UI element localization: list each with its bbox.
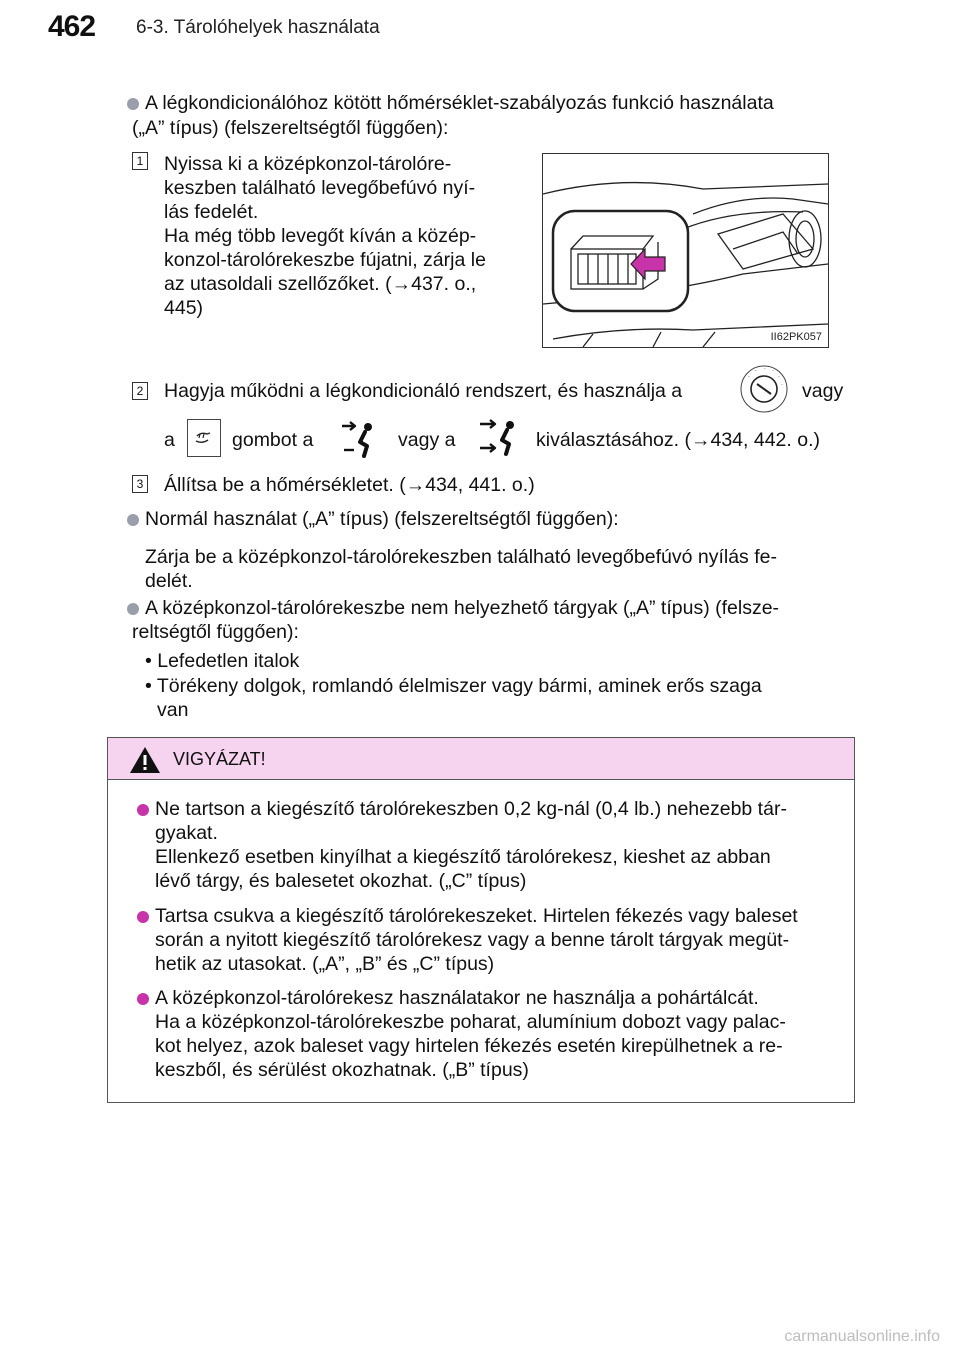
recirculation-button-icon xyxy=(187,419,221,457)
figure-label: II62PK057 xyxy=(770,331,822,343)
step-2-text-e: vagy a xyxy=(398,429,456,451)
step-2-text-f: kiválasztásához. (→434, 442. o.) xyxy=(536,429,820,451)
step-number-2: 2 xyxy=(132,382,148,400)
list-item-continuation: van xyxy=(157,699,189,721)
vent-illustration xyxy=(542,153,829,348)
warning-3-line-3: kot helyez, azok baleset vagy hirtelen fékezés esetén kirepülhetnek a re- xyxy=(155,1035,783,1057)
svg-text:·: · xyxy=(748,374,750,381)
svg-text:·: · xyxy=(755,368,757,375)
svg-text:·: · xyxy=(778,374,780,381)
warning-3-line-4: keszből, és sérülést okozhatnak. („B” típus) xyxy=(155,1059,529,1081)
step-1-line-1: Nyissa ki a középkonzol-tárolóre- xyxy=(164,153,452,175)
step-2-text-d: gombot a xyxy=(232,429,314,451)
normal-use-line-1: Zárja be a középkonzol-tárolórekeszben található levegőbefúvó nyílás fe- xyxy=(145,546,777,568)
svg-text:·: · xyxy=(772,368,774,375)
warning-triangle-icon xyxy=(128,745,162,775)
fan-dial-icon xyxy=(739,364,789,414)
bullet-dot xyxy=(137,911,149,923)
vent-drawing xyxy=(543,154,828,347)
svg-text:·: · xyxy=(781,382,783,389)
not-allowed-line-2: reltségtől függően): xyxy=(132,621,299,643)
normal-use-title: Normál használat („A” típus) (felszereltségtől függően): xyxy=(145,508,619,530)
list-item: • Törékeny dolgok, romlandó élelmiszer vagy bármi, aminek erős szaga xyxy=(145,675,762,697)
step-1-line-5: konzol-tárolórekeszbe fújatni, zárja le xyxy=(164,249,486,271)
bullet-dot xyxy=(137,804,149,816)
warning-2-line-1: Tartsa csukva a kiegészítő tárolórekeszeket. Hirtelen fékezés vagy baleset xyxy=(155,905,798,927)
warning-1-line-1: Ne tartson a kiegészítő tárolórekeszben 0,2 kg-nál (0,4 lb.) nehezebb tár- xyxy=(155,798,787,820)
airflow-bilevel-icon xyxy=(478,416,522,458)
step-number-3: 3 xyxy=(132,475,148,493)
warning-2-line-2: során a nyitott kiegészítő tárolórekesz vagy a benne tárolt tárgyak megüt- xyxy=(155,929,790,951)
step-3-text: Állítsa be a hőmérsékletet. (→434, 441. o.) xyxy=(164,474,535,496)
step-2-text-a: Hagyja működni a légkondicionáló rendszert, és használja a xyxy=(164,380,683,402)
step-1-line-6: az utasoldali szellőzőket. (→437. o., xyxy=(164,273,477,295)
section-title: 6-3. Tárolóhelyek használata xyxy=(136,17,380,38)
intro-line-1: A légkondicionálóhoz kötött hőmérséklet-szabályozás funkció használata xyxy=(145,92,774,114)
warning-1-line-2: gyakat. xyxy=(155,822,218,844)
bullet-dot xyxy=(137,993,149,1005)
bullet-dot xyxy=(127,98,139,110)
step-number-1: 1 xyxy=(132,152,148,170)
not-allowed-line-1: A középkonzol-tárolórekeszbe nem helyezhető tárgyak („A” típus) (felsze- xyxy=(145,597,780,619)
footer-watermark: carmanualsonline.info xyxy=(784,1328,940,1345)
bullet-dot xyxy=(127,514,139,526)
warning-title: VIGYÁZAT! xyxy=(173,749,266,769)
intro-line-2: („A” típus) (felszereltségtől függően): xyxy=(132,117,449,139)
step-2-text-b: vagy xyxy=(802,380,844,402)
list-item: • Lefedetlen italok xyxy=(145,650,300,672)
warning-1-line-3: Ellenkező esetben kinyílhat a kiegészítő tárolórekesz, kieshet az abban xyxy=(155,846,771,868)
warning-2-line-3: hetik az utasokat. („A”, „B” és „C” típus) xyxy=(155,953,495,975)
step-1-line-7: 445) xyxy=(164,297,204,319)
airflow-face-icon xyxy=(340,418,380,458)
warning-3-line-2: Ha a középkonzol-tárolórekeszbe poharat, alumínium dobozt vagy palac- xyxy=(155,1011,786,1033)
warning-3-line-1: A középkonzol-tárolórekesz használatakor ne használja a pohártálcát. xyxy=(155,987,759,1009)
bullet-dot xyxy=(127,603,139,615)
step-1-line-4: Ha még több levegőt kíván a közép- xyxy=(164,225,477,247)
warning-1-line-4: lévő tárgy, és balesetet okozhat. („C” típus) xyxy=(155,870,527,892)
page-number: 462 xyxy=(48,10,96,43)
normal-use-line-2: delét. xyxy=(145,570,193,592)
step-2-text-c: a xyxy=(164,429,175,451)
step-1-line-3: lás fedelét. xyxy=(164,201,259,223)
step-1-line-2: keszben található levegőbefúvó nyí- xyxy=(164,177,476,199)
svg-text:·: · xyxy=(764,366,766,373)
